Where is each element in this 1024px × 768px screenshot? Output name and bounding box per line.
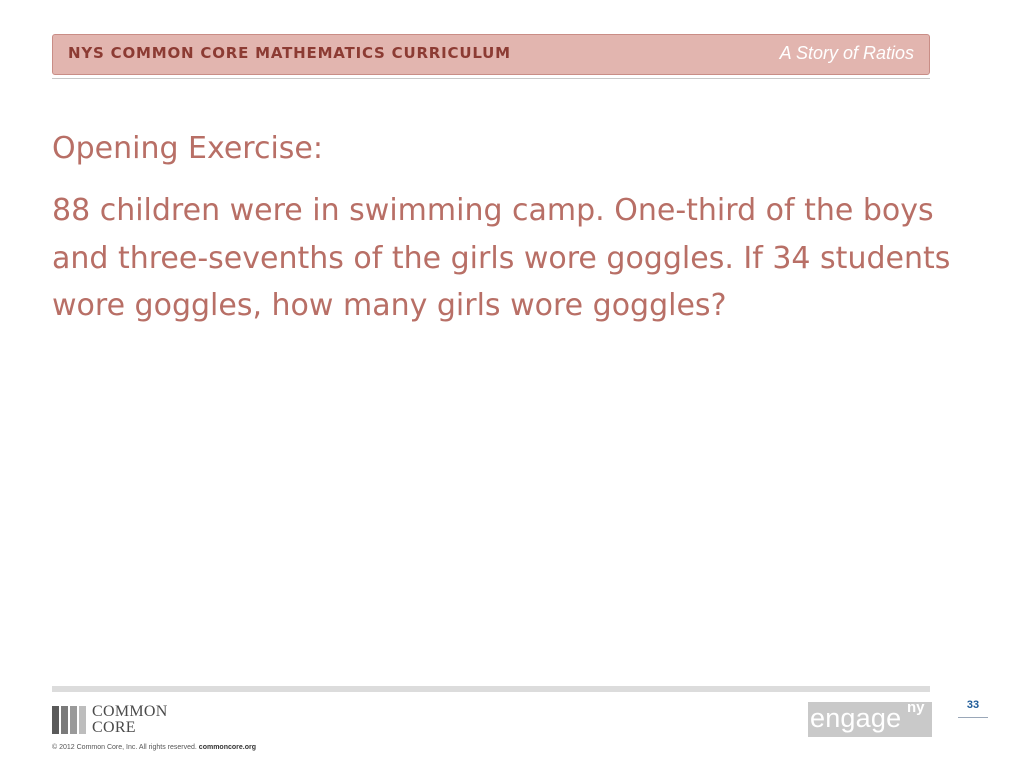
logo-bar: [61, 706, 68, 734]
logo-bar: [52, 706, 59, 734]
header-divider: [52, 78, 930, 79]
footer-divider: [52, 686, 930, 692]
logo-bar: [79, 706, 86, 734]
exercise-heading: Opening Exercise:: [52, 131, 323, 166]
engage-word: engage: [810, 703, 902, 733]
logo-bar: [70, 706, 77, 734]
module-subtitle: A Story of Ratios: [779, 43, 914, 63]
logo-line-core: CORE: [92, 719, 136, 736]
page-number-underline: [958, 717, 988, 718]
page-number: 33: [966, 699, 980, 711]
common-core-logo-icon: [52, 705, 192, 737]
engage-ny: ny: [907, 699, 925, 716]
copyright: [52, 744, 256, 751]
logo-text: [92, 704, 168, 736]
copyright-text: © 2012 Common Core, Inc. All rights reserved.: [52, 744, 197, 751]
header-bar: [52, 34, 930, 75]
problem-text: 88 children were in swimming camp. One-third of the boys and three-sevenths of the girls wore goggles. If 34 students wore goggles, how many girls wore goggles?: [52, 193, 951, 323]
logo-line-common: COMMON: [92, 703, 168, 720]
copyright-link[interactable]: commoncore.org: [198, 744, 256, 751]
engageny-logo-icon: [808, 699, 932, 737]
logo-bars: [52, 706, 86, 734]
curriculum-title: NYS COMMON CORE MATHEMATICS CURRICULUM: [68, 44, 511, 62]
